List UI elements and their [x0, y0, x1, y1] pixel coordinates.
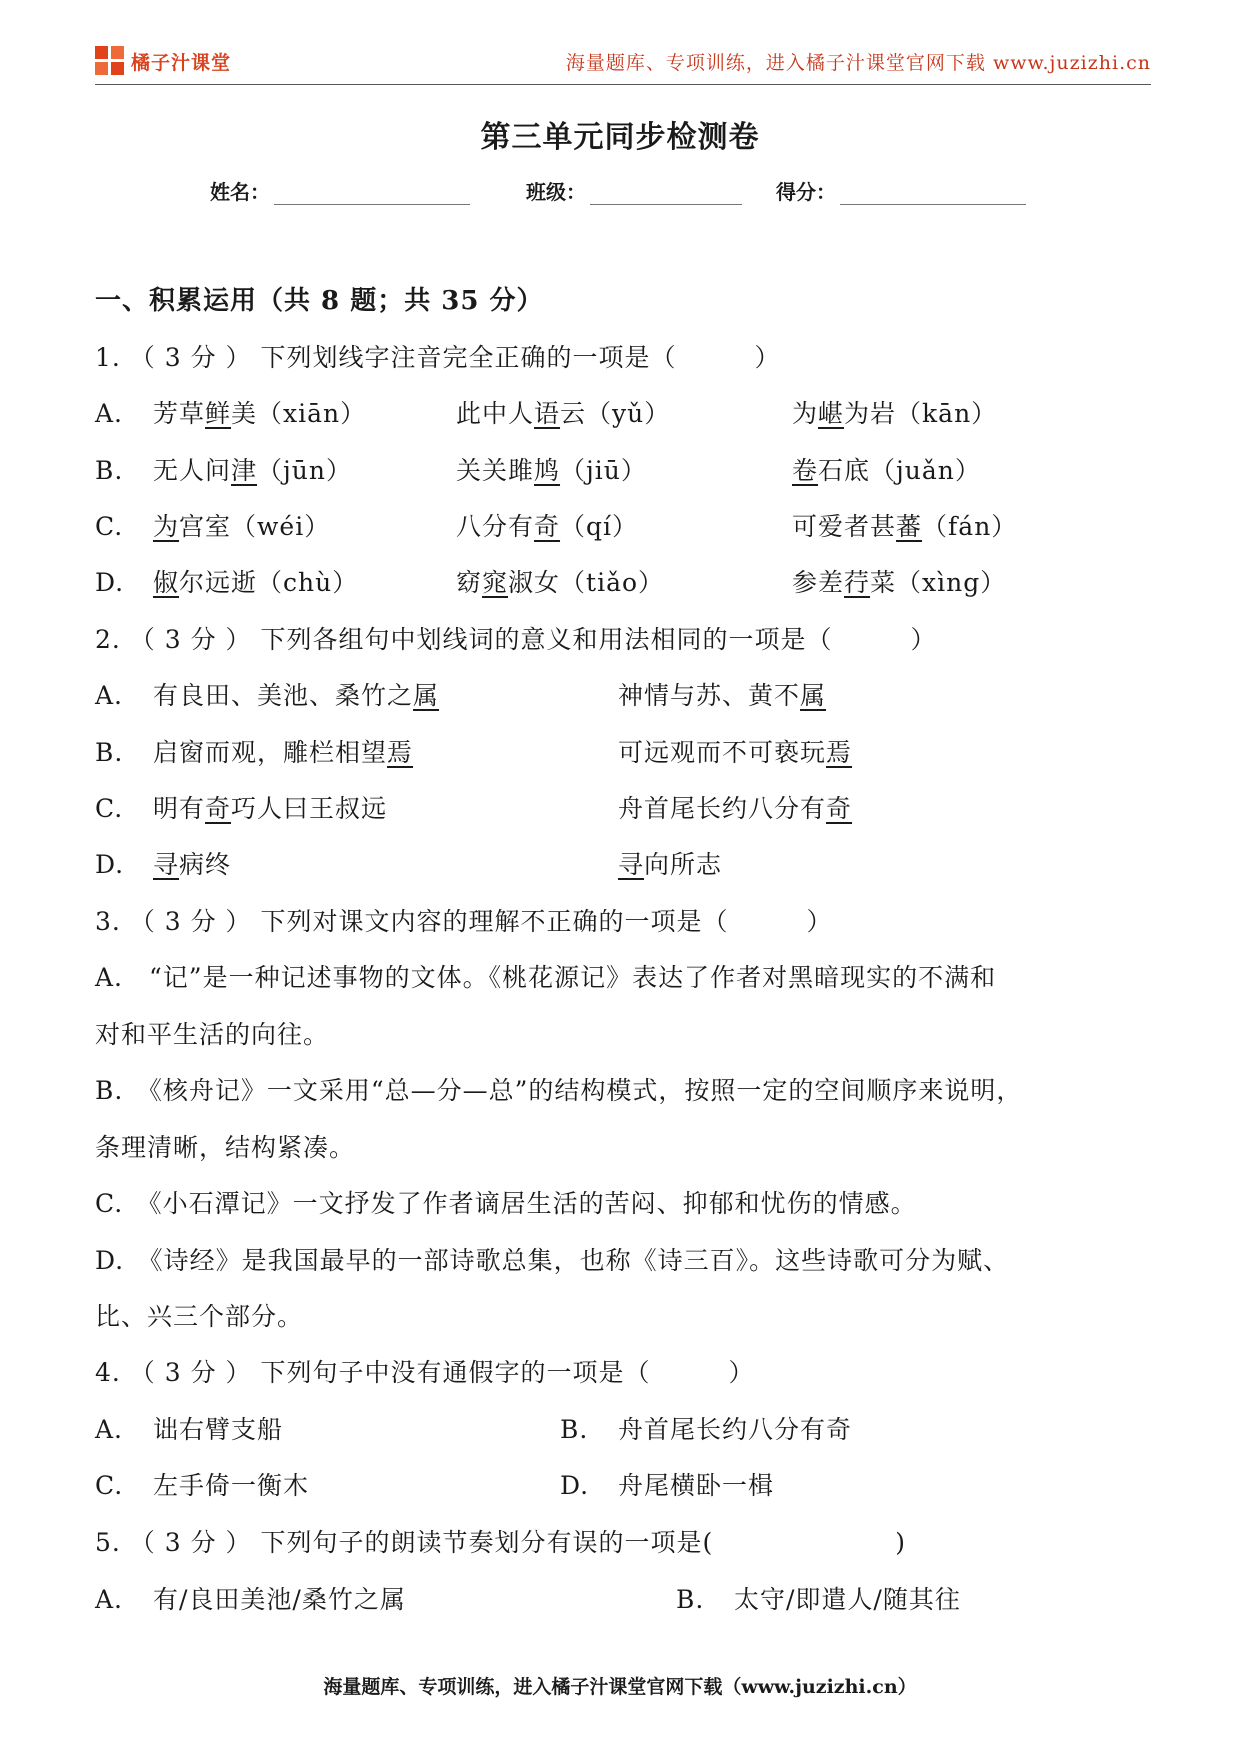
- text: （jiū）: [560, 456, 647, 485]
- q1-option-b2: [456, 451, 647, 487]
- underlined-char: 窕: [482, 568, 509, 597]
- class-blank[interactable]: [590, 182, 742, 205]
- q1-option-a1: [95, 394, 366, 430]
- text: 云（yǔ）: [560, 399, 671, 428]
- q1-option-a2: [456, 394, 670, 430]
- underlined-char: 津: [231, 456, 258, 485]
- underlined-char: 焉: [387, 738, 414, 767]
- underlined-char: 奇: [534, 512, 561, 541]
- header-slogan: 海量题库、专项训练，进入橘子汁课堂官网下载 www.juzizhi.cn: [565, 52, 1151, 74]
- question-5-stem: 5. （ 3 分 ） 下列句子的朗读节奏划分有误的一项是( ): [95, 1528, 907, 1557]
- underlined-char: 奇: [205, 794, 232, 823]
- underlined-char: 蕃: [896, 512, 923, 541]
- question-3-stem: 3. （ 3 分 ） 下列对课文内容的理解不正确的一项是（ ）: [95, 907, 833, 936]
- q2-option-a2: [618, 676, 826, 712]
- q1-option-b1: [95, 451, 352, 487]
- q1-option-c3: [792, 507, 1017, 543]
- underlined-char: 属: [413, 681, 440, 710]
- text: 此中人: [456, 399, 535, 428]
- text: 淑女（tiǎo）: [508, 568, 665, 597]
- text: 关关雎: [456, 456, 535, 485]
- q4-option-a: [95, 1410, 283, 1446]
- text: 可远观而不可亵玩: [618, 738, 827, 767]
- text: 为: [792, 399, 819, 428]
- question-2-stem: 2. （ 3 分 ） 下列各组句中划线词的意义和用法相同的一项是（ ）: [95, 625, 937, 654]
- option-label: A.: [95, 681, 124, 710]
- option-label: A.: [95, 1585, 124, 1614]
- underlined-char: 嵁: [818, 399, 845, 428]
- text: 可爱者甚: [792, 512, 897, 541]
- q2-option-d1: [95, 845, 231, 881]
- score-label: 得分：: [776, 180, 836, 204]
- text: （jūn）: [257, 456, 352, 485]
- q3-option-c-line1: C. 《小石潭记》一文抒发了作者谪居生活的苦闷、抑郁和忧伤的情感。: [95, 1189, 917, 1218]
- text: 无人问: [153, 456, 232, 485]
- text: 诎右臂支船: [153, 1415, 284, 1444]
- text: 左手倚一衡木: [153, 1471, 310, 1500]
- option-label: B.: [676, 1585, 705, 1614]
- q2-option-c2: [618, 789, 852, 825]
- question-4-stem: 4. （ 3 分 ） 下列句子中没有通假字的一项是（ ）: [95, 1358, 755, 1387]
- underlined-char: 卷: [792, 456, 819, 485]
- text: 神情与苏、黄不: [618, 681, 801, 710]
- text: 启窗而观，雕栏相望: [153, 738, 388, 767]
- text: 美（xiān）: [231, 399, 367, 428]
- q1-option-c1: [95, 507, 330, 543]
- text: 宫室（wéi）: [179, 512, 331, 541]
- underlined-char: 寻: [153, 850, 180, 879]
- underlined-char: 俶: [153, 568, 180, 597]
- option-label: B.: [95, 738, 124, 767]
- q3-option-b-line2: 条理清晰，结构紧凑。: [95, 1133, 356, 1162]
- q2-option-a1: [95, 676, 439, 712]
- q2-option-c1: [95, 789, 387, 825]
- q2-option-d2: [618, 845, 722, 881]
- option-label: D.: [95, 568, 125, 597]
- text: 舟首尾长约八分有奇: [618, 1415, 853, 1444]
- option-label: C.: [95, 794, 124, 823]
- q4-option-c: [95, 1466, 309, 1502]
- q3-option-a-line1: A. “记”是一种记述事物的文体。《桃花源记》表达了作者对黑暗现实的不满和: [95, 963, 997, 992]
- underlined-char: 寻: [618, 850, 645, 879]
- page-header: [95, 40, 1151, 80]
- text: 舟尾横卧一楫: [618, 1471, 775, 1500]
- logo: [95, 44, 231, 78]
- page-footer: 海量题库、专项训练，进入橘子汁课堂官网下载（www.juzizhi.cn）: [323, 1676, 917, 1698]
- q1-option-d1: [95, 563, 358, 599]
- underlined-char: 鸠: [534, 456, 561, 485]
- option-label: A.: [95, 1415, 124, 1444]
- q1-option-a3: [792, 394, 997, 430]
- q4-option-d: [560, 1466, 774, 1502]
- text: （qí）: [560, 512, 639, 541]
- logo-text: 橘子汁课堂: [131, 51, 232, 74]
- text: 巧人曰王叔远: [231, 794, 388, 823]
- text: 舟首尾长约八分有: [618, 794, 827, 823]
- text: 有良田、美池、桑竹之: [153, 681, 414, 710]
- q3-option-a-line2: 对和平生活的向往。: [95, 1020, 330, 1049]
- q2-option-b2: [618, 733, 852, 769]
- underlined-char: 荇: [844, 568, 871, 597]
- text: （fán）: [922, 512, 1018, 541]
- q3-option-b-line1: B. 《核舟记》一文采用“总—分—总”的结构模式，按照一定的空间顺序来说明，: [95, 1076, 1023, 1105]
- q1-option-b3: [792, 451, 981, 487]
- text: 太守/即遣人/随其往: [734, 1585, 961, 1614]
- text: 为岩（kān）: [844, 399, 998, 428]
- name-field[interactable]: [210, 176, 470, 205]
- q3-option-d-line2: 比、兴三个部分。: [95, 1302, 304, 1331]
- text: 石底（juǎn）: [818, 456, 981, 485]
- logo-mark-icon: [95, 46, 125, 76]
- text: 参差: [792, 568, 845, 597]
- text: 有/良田美池/桑竹之属: [153, 1585, 406, 1614]
- q4-option-b: [560, 1410, 852, 1446]
- option-label: A.: [95, 399, 124, 428]
- name-blank[interactable]: [274, 182, 470, 205]
- underlined-char: 焉: [826, 738, 853, 767]
- underlined-char: 为: [153, 512, 180, 541]
- text: 尔远逝（chù）: [179, 568, 359, 597]
- text: 菜（xìng）: [870, 568, 1007, 597]
- option-label: B.: [560, 1415, 589, 1444]
- q5-option-a: [95, 1580, 406, 1616]
- q1-option-d3: [792, 563, 1006, 599]
- class-field[interactable]: [526, 176, 742, 205]
- score-blank[interactable]: [840, 182, 1026, 205]
- q3-option-d-line1: D. 《诗经》是我国最早的一部诗歌总集，也称《诗三百》。这些诗歌可分为赋、: [95, 1246, 1010, 1275]
- text: 向所志: [644, 850, 723, 879]
- q2-option-b1: [95, 733, 413, 769]
- underlined-char: 奇: [826, 794, 853, 823]
- text: 明有: [153, 794, 206, 823]
- option-label: C.: [95, 1471, 124, 1500]
- option-label: C.: [95, 512, 124, 541]
- q1-option-c2: [456, 507, 638, 543]
- underlined-char: 鲜: [205, 399, 232, 428]
- page-title: 第三单元同步检测卷: [480, 120, 760, 155]
- text: 窈: [456, 568, 483, 597]
- question-1-stem: 1. （ 3 分 ） 下列划线字注音完全正确的一项是（ ）: [95, 343, 781, 372]
- q1-option-d2: [456, 563, 664, 599]
- name-label: 姓名：: [210, 180, 270, 204]
- header-divider: [95, 84, 1151, 85]
- score-field[interactable]: [776, 176, 1026, 205]
- q5-option-b: [676, 1580, 961, 1616]
- option-label: B.: [95, 456, 124, 485]
- section-heading: 一、积累运用（共 8 题；共 35 分）: [95, 286, 544, 316]
- class-label: 班级：: [526, 180, 586, 204]
- underlined-char: 属: [800, 681, 827, 710]
- option-label: D.: [95, 850, 125, 879]
- text: 芳草: [153, 399, 206, 428]
- option-label: D.: [560, 1471, 590, 1500]
- text: 病终: [179, 850, 232, 879]
- underlined-char: 语: [534, 399, 561, 428]
- text: 八分有: [456, 512, 535, 541]
